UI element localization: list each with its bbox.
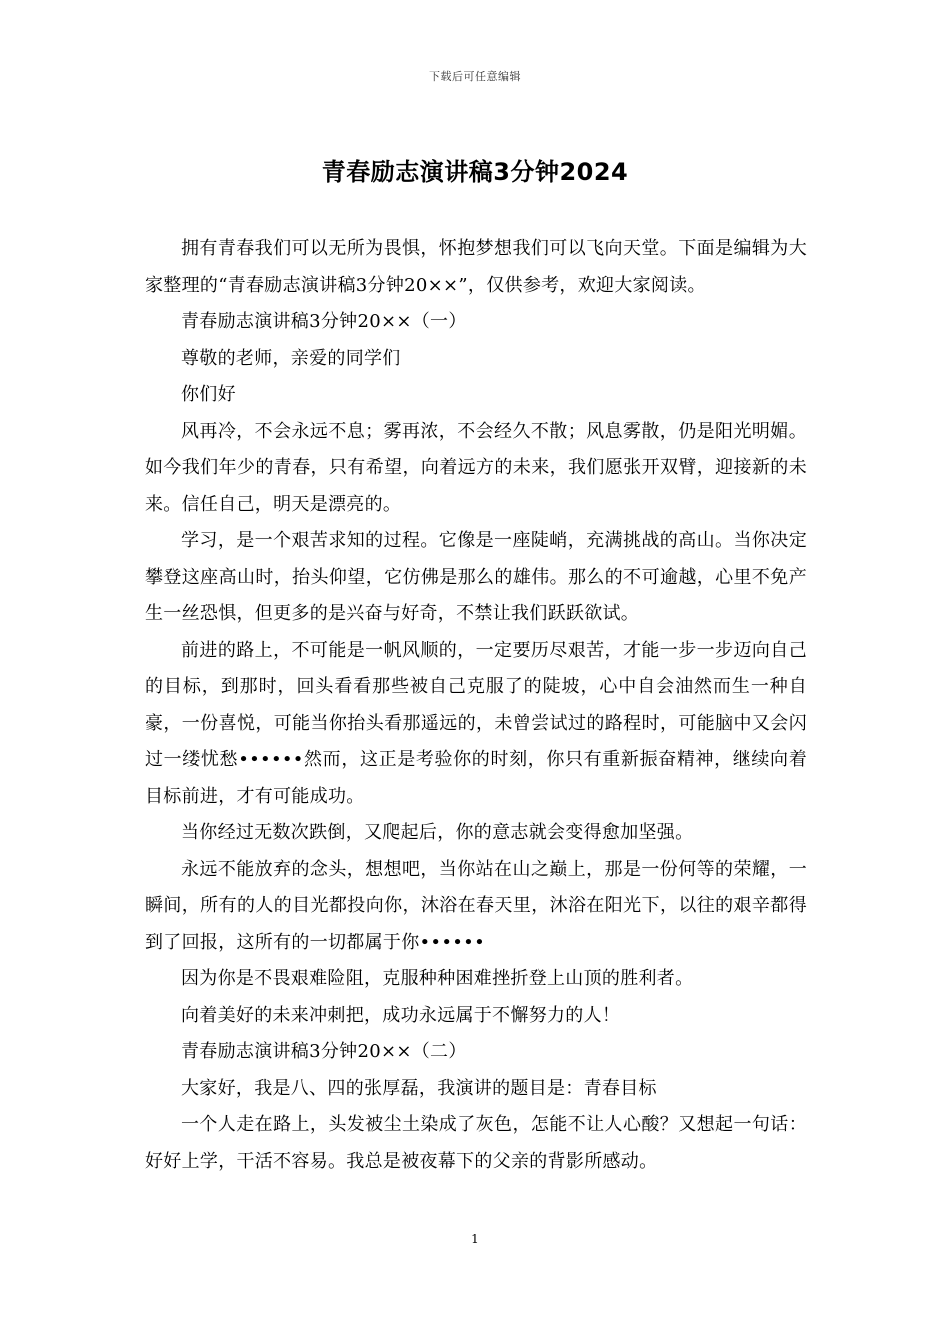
paragraph: 一个人走在路上，头发被尘土染成了灰色，怎能不让人心酸？又想起一句话：好好上学，干活不容易。我总是被夜幕下的父亲的背影所感动。 <box>145 1114 807 1172</box>
page-number: 1 <box>471 1232 479 1246</box>
paragraph: 学习，是一个艰苦求知的过程。它像是一座陡峭，充满挑战的高山。当你决定攀登这座高山时，抬头仰望，它仿佛是那么的雄伟。那么的不可逾越，心里不免产生一丝恐惧，但更多的是兴奋与好奇，不禁让我们跃跃欲试。 <box>145 530 807 624</box>
document-body <box>145 231 807 1180</box>
paragraph: 青春励志演讲稿3分钟20××（一） <box>181 311 467 332</box>
paragraph: 向着美好的未来冲刺把，成功永远属于不懈努力的人！ <box>181 1004 621 1026</box>
paragraph: 青春励志演讲稿3分钟20××（二） <box>181 1041 467 1062</box>
paragraph: 拥有青春我们可以无所为畏惧，怀抱梦想我们可以飞向天堂。下面是编辑为大家整理的“青春励志演讲稿3分钟20××”，仅供参考，欢迎大家阅读。 <box>145 238 807 296</box>
paragraph: 前进的路上，不可能是一帆风顺的，一定要历尽艰苦，才能一步一步迈向自己的目标，到那时，回头看看那些被自己克服了的陡坡，心中自会油然而生一种自豪，一份喜悦，可能当你抬头看那遥远的，未曾尝试过的路程时，可能脑中又会闪过一缕忧愁••••••然而，这正是考验你的时刻，你只有重新振奋精神，继续向着目标前进，才有可能成功。 <box>145 639 807 807</box>
paragraph: 当你经过无数次跌倒，又爬起后，你的意志就会变得愈加坚强。 <box>181 822 694 843</box>
document-title: 青春励志演讲稿3分钟2024 <box>321 158 629 186</box>
paragraph: 风再冷，不会永远不息；雾再浓，不会经久不散；风息雾散，仍是阳光明媚。如今我们年少的青春，只有希望，向着远方的未来，我们愿张开双臂，迎接新的未来。信任自己，明天是漂亮的。 <box>145 420 807 515</box>
paragraph: 永远不能放弃的念头，想想吧，当你站在山之巅上，那是一份何等的荣耀，一瞬间，所有的人的目光都投向你，沐浴在春天里，沐浴在阳光下，以往的艰辛都得到了回报，这所有的一切都属于你•••••• <box>145 858 807 953</box>
paragraph: 因为你是不畏艰难险阻，克服种种困难挫折登上山顶的胜利者。 <box>181 968 694 989</box>
paragraph: 大家好，我是八、四的张厚磊，我演讲的题目是：青春目标 <box>181 1077 657 1099</box>
header-note: 下载后可任意编辑 <box>429 70 521 83</box>
paragraph: 你们好 <box>181 384 236 405</box>
paragraph: 尊敬的老师，亲爱的同学们 <box>181 347 401 369</box>
